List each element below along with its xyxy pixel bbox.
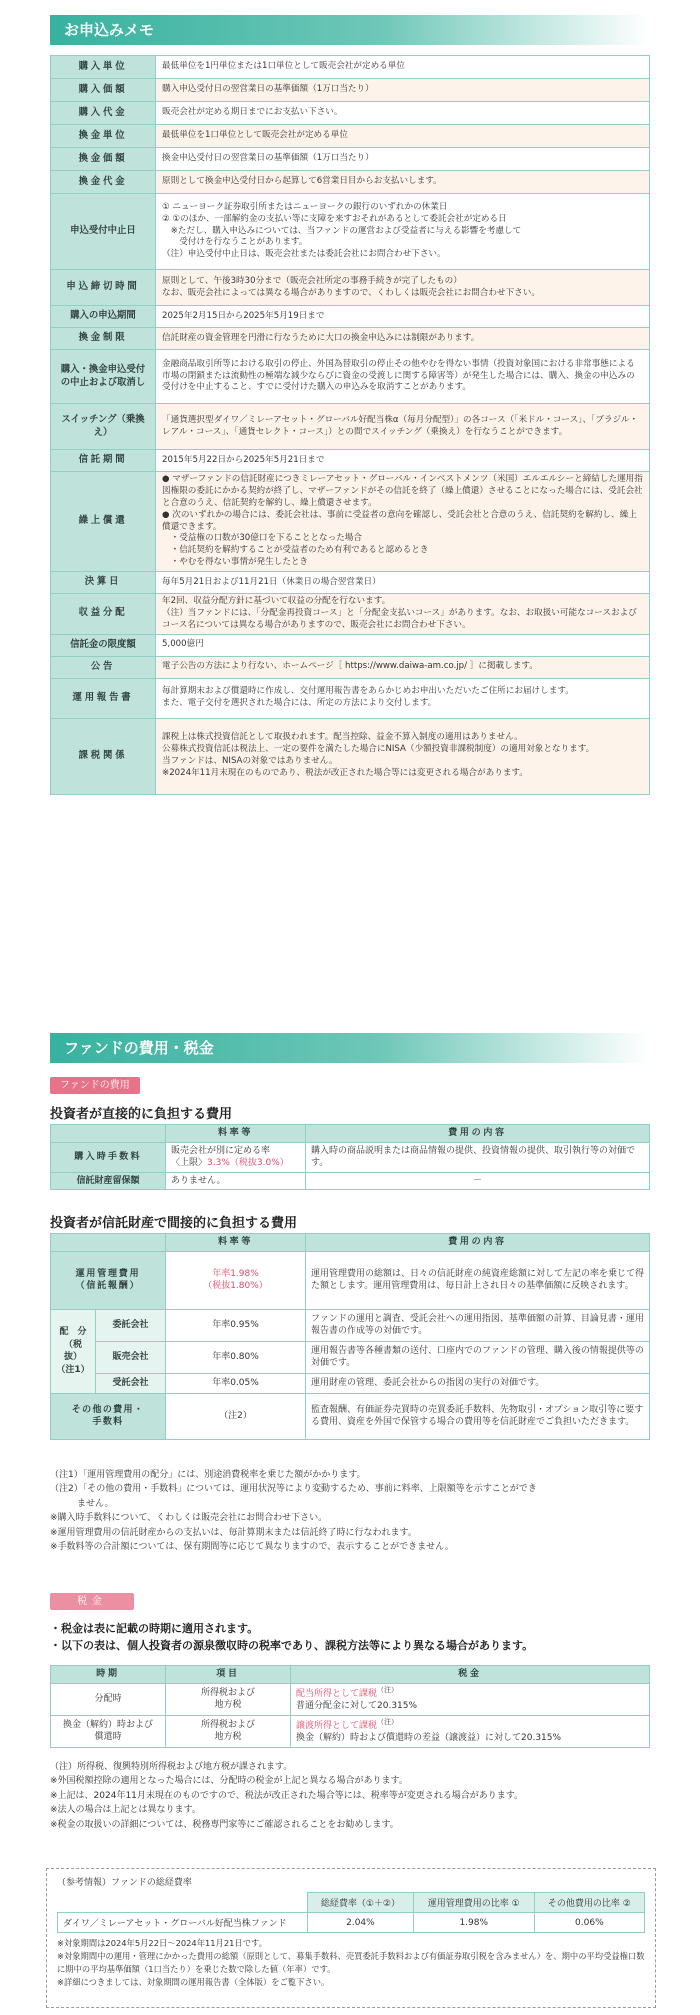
direct-cost-table xyxy=(50,1124,650,1190)
other-fee-content: 監査報酬、有価証券売買時の売買委託手数料、先物取引・オプション取引等に要する費用、資産を外国で保管する場合の費用等を信託財産でご負担いただきます。 xyxy=(306,1393,650,1439)
memo-row xyxy=(51,404,650,450)
tax-table xyxy=(50,1665,650,1748)
memo-row-value: 「通貨選択型ダイワ／ミレーアセット・グローバル好配当株α（毎月分配型）」の各コース（「米ドル・コース」、「ブラジル・レアル・コース」、「通貨セレクト・コース」）との間でスイッチング（乗換え）を行なうことができます。 xyxy=(156,404,650,450)
tax-detail-cell xyxy=(291,1715,650,1747)
memo-row-label: 購入・換金申込受付の中止および取消し xyxy=(51,350,156,404)
memo-row-label: 収益分配 xyxy=(51,594,156,635)
tax-note: ※外国税額控除の適用となった場合には、分配時の税金が上記と異なる場合があります。 xyxy=(50,1776,408,1787)
tax-detail: 換金（解約）時および償還時の差益（譲渡益）に対して20.315% xyxy=(296,1733,562,1744)
alloc-label: 配 分 （税抜） （注1） xyxy=(51,1309,96,1393)
memo-row xyxy=(51,79,650,102)
memo-row xyxy=(51,102,650,125)
table-row xyxy=(51,1142,650,1172)
memo-row-label: 購入単位 xyxy=(51,56,156,79)
memo-row-label: 公告 xyxy=(51,656,156,678)
table-row xyxy=(51,1251,650,1309)
memo-row xyxy=(51,125,650,148)
retention-rate: ありません。 xyxy=(166,1172,306,1190)
table-row xyxy=(58,1913,645,1933)
direct-cost-title: 投資者が直接的に負担する費用 xyxy=(50,1107,233,1122)
memo-row-label: 購入代金 xyxy=(51,102,156,125)
memo-row xyxy=(51,594,650,635)
memo-row-value: 信託財産の資金管理を円滑に行なうために大口の換金申込みには制限があります。 xyxy=(156,328,650,350)
memo-row xyxy=(51,328,650,350)
memo-row-label: 繰上償還 xyxy=(51,472,156,572)
memo-row-value: 2025年2月15日から2025年5月19日まで xyxy=(156,306,650,328)
memo-row xyxy=(51,656,650,678)
memo-row-value: 換金申込受付日の翌営業日の基準価額（1万口当たり） xyxy=(156,148,650,171)
tax-note-mark: （注） xyxy=(377,1685,399,1694)
ref-total-value: 2.04% xyxy=(308,1913,414,1933)
reference-box xyxy=(46,1868,656,2008)
memo-row-label: 信託期間 xyxy=(51,450,156,472)
mgmt-rate-total: 年率1.98% xyxy=(212,1268,259,1279)
memo-row xyxy=(51,350,650,404)
retention-content: － xyxy=(306,1172,650,1190)
table-row xyxy=(51,1341,650,1373)
fee-note: （注2）「その他の費用・手数料」については、運用状況等により変動するため、事前に料率、上限額等を示すことができ ません。 xyxy=(50,1484,537,1509)
direct-header-blank xyxy=(51,1125,166,1143)
tax-note-mark: （注） xyxy=(377,1717,399,1726)
fee-note: ※運用管理費用の信託財産からの支払いは、毎計算期末または信託終了時に行なわれます。 xyxy=(50,1527,417,1538)
memo-row-value: 2015年5月22日から2025年5月21日まで xyxy=(156,450,650,472)
table-row xyxy=(51,1393,650,1439)
fees-banner xyxy=(50,1033,650,1063)
memo-row-value: 購入申込受付日の翌営業日の基準価額（1万口当たり） xyxy=(156,79,650,102)
memo-row xyxy=(51,194,650,270)
tax-period: 換金（解約）時および 償還時 xyxy=(51,1715,166,1747)
indirect-header-blank xyxy=(51,1234,166,1252)
tax-detail: 普通分配金に対して20.315% xyxy=(296,1701,418,1712)
tax-type: 譲渡所得として課税 xyxy=(296,1720,378,1731)
memo-row-label: 信託金の限度額 xyxy=(51,634,156,656)
purchase-fee-content: 購入時の商品説明または商品情報の提供、投資情報の提供、取引執行等の対価です。 xyxy=(306,1142,650,1172)
memo-row-value: 販売会社が定める期日までにお支払い下さい。 xyxy=(156,102,650,125)
table-row xyxy=(51,1172,650,1190)
memo-table xyxy=(50,55,650,795)
memo-row-label: 換金制限 xyxy=(51,328,156,350)
memo-row-value: ● マザーファンドの信託財産につきミレーアセット・グローバル・インベストメンツ（米国）エルエルシーと締結した運用指図権限の委託にかかる契約が終了し、マザーファンドがその信託を終了（繰上償還）させることになった場合には、受託会社と合意のうえ、信託契約を解約し、繰上償還させます。 ● 次のいずれかの場合には、委託会社は、事前に受益者の意向を確認し、受託会社と合意のうえ、信託契約を解約し、繰上償還できます。 ・受益権の口数が30億口を下ることとなった場合 ・信託契約を解約することが受益者のため有利であると認めるとき ・やむを得ない事情が発生したとき xyxy=(156,472,650,572)
tax-period: 分配時 xyxy=(51,1683,166,1715)
tax-note: （注）所得税、復興特別所得税および地方税が課されます。 xyxy=(50,1762,293,1772)
alloc-rate: 年率0.95% xyxy=(166,1309,306,1341)
memo-row-label: 換金代金 xyxy=(51,171,156,194)
fee-note: ※手数料等の合計額については、保有期間等に応じて異なりますので、表示することができません。 xyxy=(50,1541,454,1552)
ref-other-value: 0.06% xyxy=(534,1913,644,1933)
table-row xyxy=(51,1715,650,1747)
mgmt-rate-ex-tax: （税抜1.80%） xyxy=(203,1281,268,1292)
memo-row xyxy=(51,472,650,572)
direct-header-content: 費用の内容 xyxy=(306,1125,650,1143)
memo-row xyxy=(51,56,650,79)
indirect-cost-title: 投資者が信託財産で間接的に負担する費用 xyxy=(50,1216,298,1231)
mgmt-fee-rate xyxy=(166,1251,306,1309)
other-fee-label: その他の費用・ 手数料 xyxy=(51,1393,166,1439)
fees-title: ファンドの費用・税金 xyxy=(64,1039,214,1057)
table-row xyxy=(51,1309,650,1341)
memo-row-value: 課税上は株式投資信託として取扱われます。配当控除、益金不算入制度の適用はありません。 公募株式投資信託は税法上、一定の要件を満たした場合にNISA（少額投資非課税制度）の適用対象となります。 当ファンドは、NISAの対象ではありません。 ※2024年11月末現在のものであり、税法が改正された場合等には変更される場合があります。 xyxy=(156,718,650,794)
indirect-header-rate: 料率等 xyxy=(166,1234,306,1252)
ref-fund-name: ダイワ／ミレーアセット・グローバル好配当株ファンド xyxy=(58,1913,308,1933)
reference-notes: ※対象期間は2024年5月22日～2024年11月21日です。 ※対象期間中の運用・管理にかかった費用の総額（原則として、募集手数料、売買委託手数料および有価証券取引税を含みません）を、期中の平均受益権口数に期中の平均基準価額（1口当たり）を乗じた数で除した値（年率）です。 ※詳細につきましては、対象期間の運用報告書（全体版）をご覧下さい。 xyxy=(57,1938,645,1987)
memo-row-value: ① ニューヨーク証券取引所またはニューヨークの銀行のいずれかの休業日 ② ①のほか、一部解約金の支払い等に支障を来すおそれがあるとして委託会社が定める日 ※ただし、購入申込みについては、当ファンドの運営および受益者に与える影響を考慮して 受付けを行なうことがあります。 （注）申込受付中止日は、販売会社または委託会社にお問合わせ下さい。 xyxy=(156,194,650,270)
tax-type: 配当所得として課税 xyxy=(296,1688,378,1699)
mgmt-fee-content: 運用管理費用の総額は、日々の信託財産の純資産総額に対して左記の率を乗じて得た額とします。運用管理費用は、毎日計上され日々の基準価額に反映されます。 xyxy=(306,1251,650,1309)
fee-notes xyxy=(50,1468,660,1554)
memo-row xyxy=(51,306,650,328)
tax-note: ※上記は、2024年11月末現在のものですので、税法が改正された場合等には、税率等が変更される場合があります。 xyxy=(50,1790,524,1801)
tax-item: 所得税および 地方税 xyxy=(166,1715,291,1747)
other-fee-rate: （注2） xyxy=(166,1393,306,1439)
memo-row-label: スイッチング（乗換え） xyxy=(51,404,156,450)
reference-title: （参考情報）ファンドの総経費率 xyxy=(57,1878,192,1888)
ref-mgmt-value: 1.98% xyxy=(413,1913,534,1933)
memo-row-value: 5,000億円 xyxy=(156,634,650,656)
tax-item: 所得税および 地方税 xyxy=(166,1683,291,1715)
alloc-content: ファンドの運用と調査、受託会社への運用指図、基準価額の計算、目論見書・運用報告書の作成等の対価です。 xyxy=(306,1309,650,1341)
memo-row xyxy=(51,718,650,794)
indirect-cost-table xyxy=(50,1233,650,1440)
memo-banner xyxy=(50,15,650,45)
memo-row-label: 換金単位 xyxy=(51,125,156,148)
tax-notes xyxy=(50,1760,660,1832)
ref-header-mgmt: 運用管理費用の比率 ① xyxy=(413,1893,534,1913)
tax-pill xyxy=(50,1593,134,1610)
memo-row xyxy=(51,270,650,306)
memo-row-value: 原則として、午後3時30分まで（販売会社所定の事務手続きが完了したもの） なお、販売会社によっては異なる場合がありますので、くわしくは販売会社にお問合わせ下さい。 xyxy=(156,270,650,306)
mgmt-fee-label: 運用管理費用 （信託報酬） xyxy=(51,1251,166,1309)
tax-bullet: ・以下の表は、個人投資者の源泉徴収時の税率であり、課税方法等により異なる場合があります。 xyxy=(50,1639,534,1653)
memo-row-label: 申込締切時間 xyxy=(51,270,156,306)
tax-header-tax: 税金 xyxy=(291,1666,650,1684)
memo-row-label: 決算日 xyxy=(51,572,156,594)
indirect-header-content: 費用の内容 xyxy=(306,1234,650,1252)
memo-row-label: 換金価額 xyxy=(51,148,156,171)
purchase-fee-label: 購入時手数料 xyxy=(51,1142,166,1172)
memo-row xyxy=(51,572,650,594)
table-row xyxy=(51,1683,650,1715)
memo-row-label: 購入の申込期間 xyxy=(51,306,156,328)
memo-title: お申込みメモ xyxy=(64,21,155,39)
alloc-rate: 年率0.80% xyxy=(166,1341,306,1373)
reference-table xyxy=(57,1892,645,1933)
retention-label: 信託財産留保額 xyxy=(51,1172,166,1190)
memo-row xyxy=(51,171,650,194)
tax-detail-cell xyxy=(291,1683,650,1715)
ref-header-blank xyxy=(58,1893,308,1913)
ref-header-other: その他費用の比率 ② xyxy=(534,1893,644,1913)
memo-row-label: 申込受付中止日 xyxy=(51,194,156,270)
memo-row xyxy=(51,678,650,718)
memo-row-value: 金融商品取引所等における取引の停止、外国為替取引の停止その他やむを得ない事情（投資対象国における非常事態による市場の閉鎖または流動性の極端な減少ならびに資金の受渡しに関する障害等）が発生した場合には、購入、換金の申込みの受付けを中止すること、すでに受付けた購入の申込みを取消すことがあります。 xyxy=(156,350,650,404)
memo-row xyxy=(51,450,650,472)
purchase-fee-rate: 販売会社が別に定める率 〈上限〉3.3%（税抜3.0%） xyxy=(166,1142,306,1172)
memo-row-value: 年2回、収益分配方針に基づいて収益の分配を行ないます。 （注）当ファンドには、「分配金再投資コース」と「分配金支払いコース」があります。なお、お取扱い可能なコースおよびコース名については異なる場合がありますので、販売会社にお問合わせ下さい。 xyxy=(156,594,650,635)
memo-row-value: 毎計算期末および償還時に作成し、交付運用報告書をあらかじめお申出いただいたご住所にお届けします。 また、電子交付を選択された場合には、所定の方法により交付します。 xyxy=(156,678,650,718)
alloc-name: 委託会社 xyxy=(96,1309,166,1341)
memo-row-value: 最低単位を1口単位として販売会社が定める単位 xyxy=(156,125,650,148)
memo-row-value: 電子公告の方法により行ない、ホームページ［ https://www.daiwa-am.co.jp/ ］に掲載します。 xyxy=(156,656,650,678)
memo-row-value: 原則として換金申込受付日から起算して6営業日目からお支払いします。 xyxy=(156,171,650,194)
table-row xyxy=(51,1373,650,1393)
ref-header-total: 総経費率（①＋②） xyxy=(308,1893,414,1913)
alloc-name: 販売会社 xyxy=(96,1341,166,1373)
tax-bullet: ・税金は表に記載の時期に適用されます。 xyxy=(50,1622,259,1635)
tax-pill-label: 税金 xyxy=(77,1596,107,1607)
alloc-content: 運用財産の管理、委託会社からの指図の実行の対価です。 xyxy=(306,1373,650,1393)
memo-row-label: 購入価額 xyxy=(51,79,156,102)
memo-row xyxy=(51,148,650,171)
fund-cost-pill-label: ファンドの費用 xyxy=(60,1080,130,1091)
tax-header-item: 項目 xyxy=(166,1666,291,1684)
tax-note: ※法人の場合は上記とは異なります。 xyxy=(50,1805,201,1816)
tax-bullets xyxy=(50,1620,650,1654)
memo-row-label: 運用報告書 xyxy=(51,678,156,718)
fee-note: ※購入時手数料について、くわしくは販売会社にお問合わせ下さい。 xyxy=(50,1513,328,1524)
fee-note: （注1）「運用管理費用の配分」には、別途消費税率を乗じた額がかかります。 xyxy=(50,1470,366,1480)
tax-note: ※税金の取扱いの詳細については、税務専門家等にご確認されることをお勧めします。 xyxy=(50,1819,399,1830)
alloc-content: 運用報告書等各種書類の送付、口座内でのファンドの管理、購入後の情報提供等の対価です。 xyxy=(306,1341,650,1373)
tax-header-period: 時期 xyxy=(51,1666,166,1684)
memo-row xyxy=(51,634,650,656)
memo-row-value: 最低単位を1円単位または1口単位として販売会社が定める単位 xyxy=(156,56,650,79)
memo-row-value: 毎年5月21日および11月21日（休業日の場合翌営業日） xyxy=(156,572,650,594)
alloc-name: 受託会社 xyxy=(96,1373,166,1393)
fund-cost-pill xyxy=(50,1077,140,1094)
alloc-rate: 年率0.05% xyxy=(166,1373,306,1393)
direct-header-rate: 料率等 xyxy=(166,1125,306,1143)
memo-row-label: 課税関係 xyxy=(51,718,156,794)
